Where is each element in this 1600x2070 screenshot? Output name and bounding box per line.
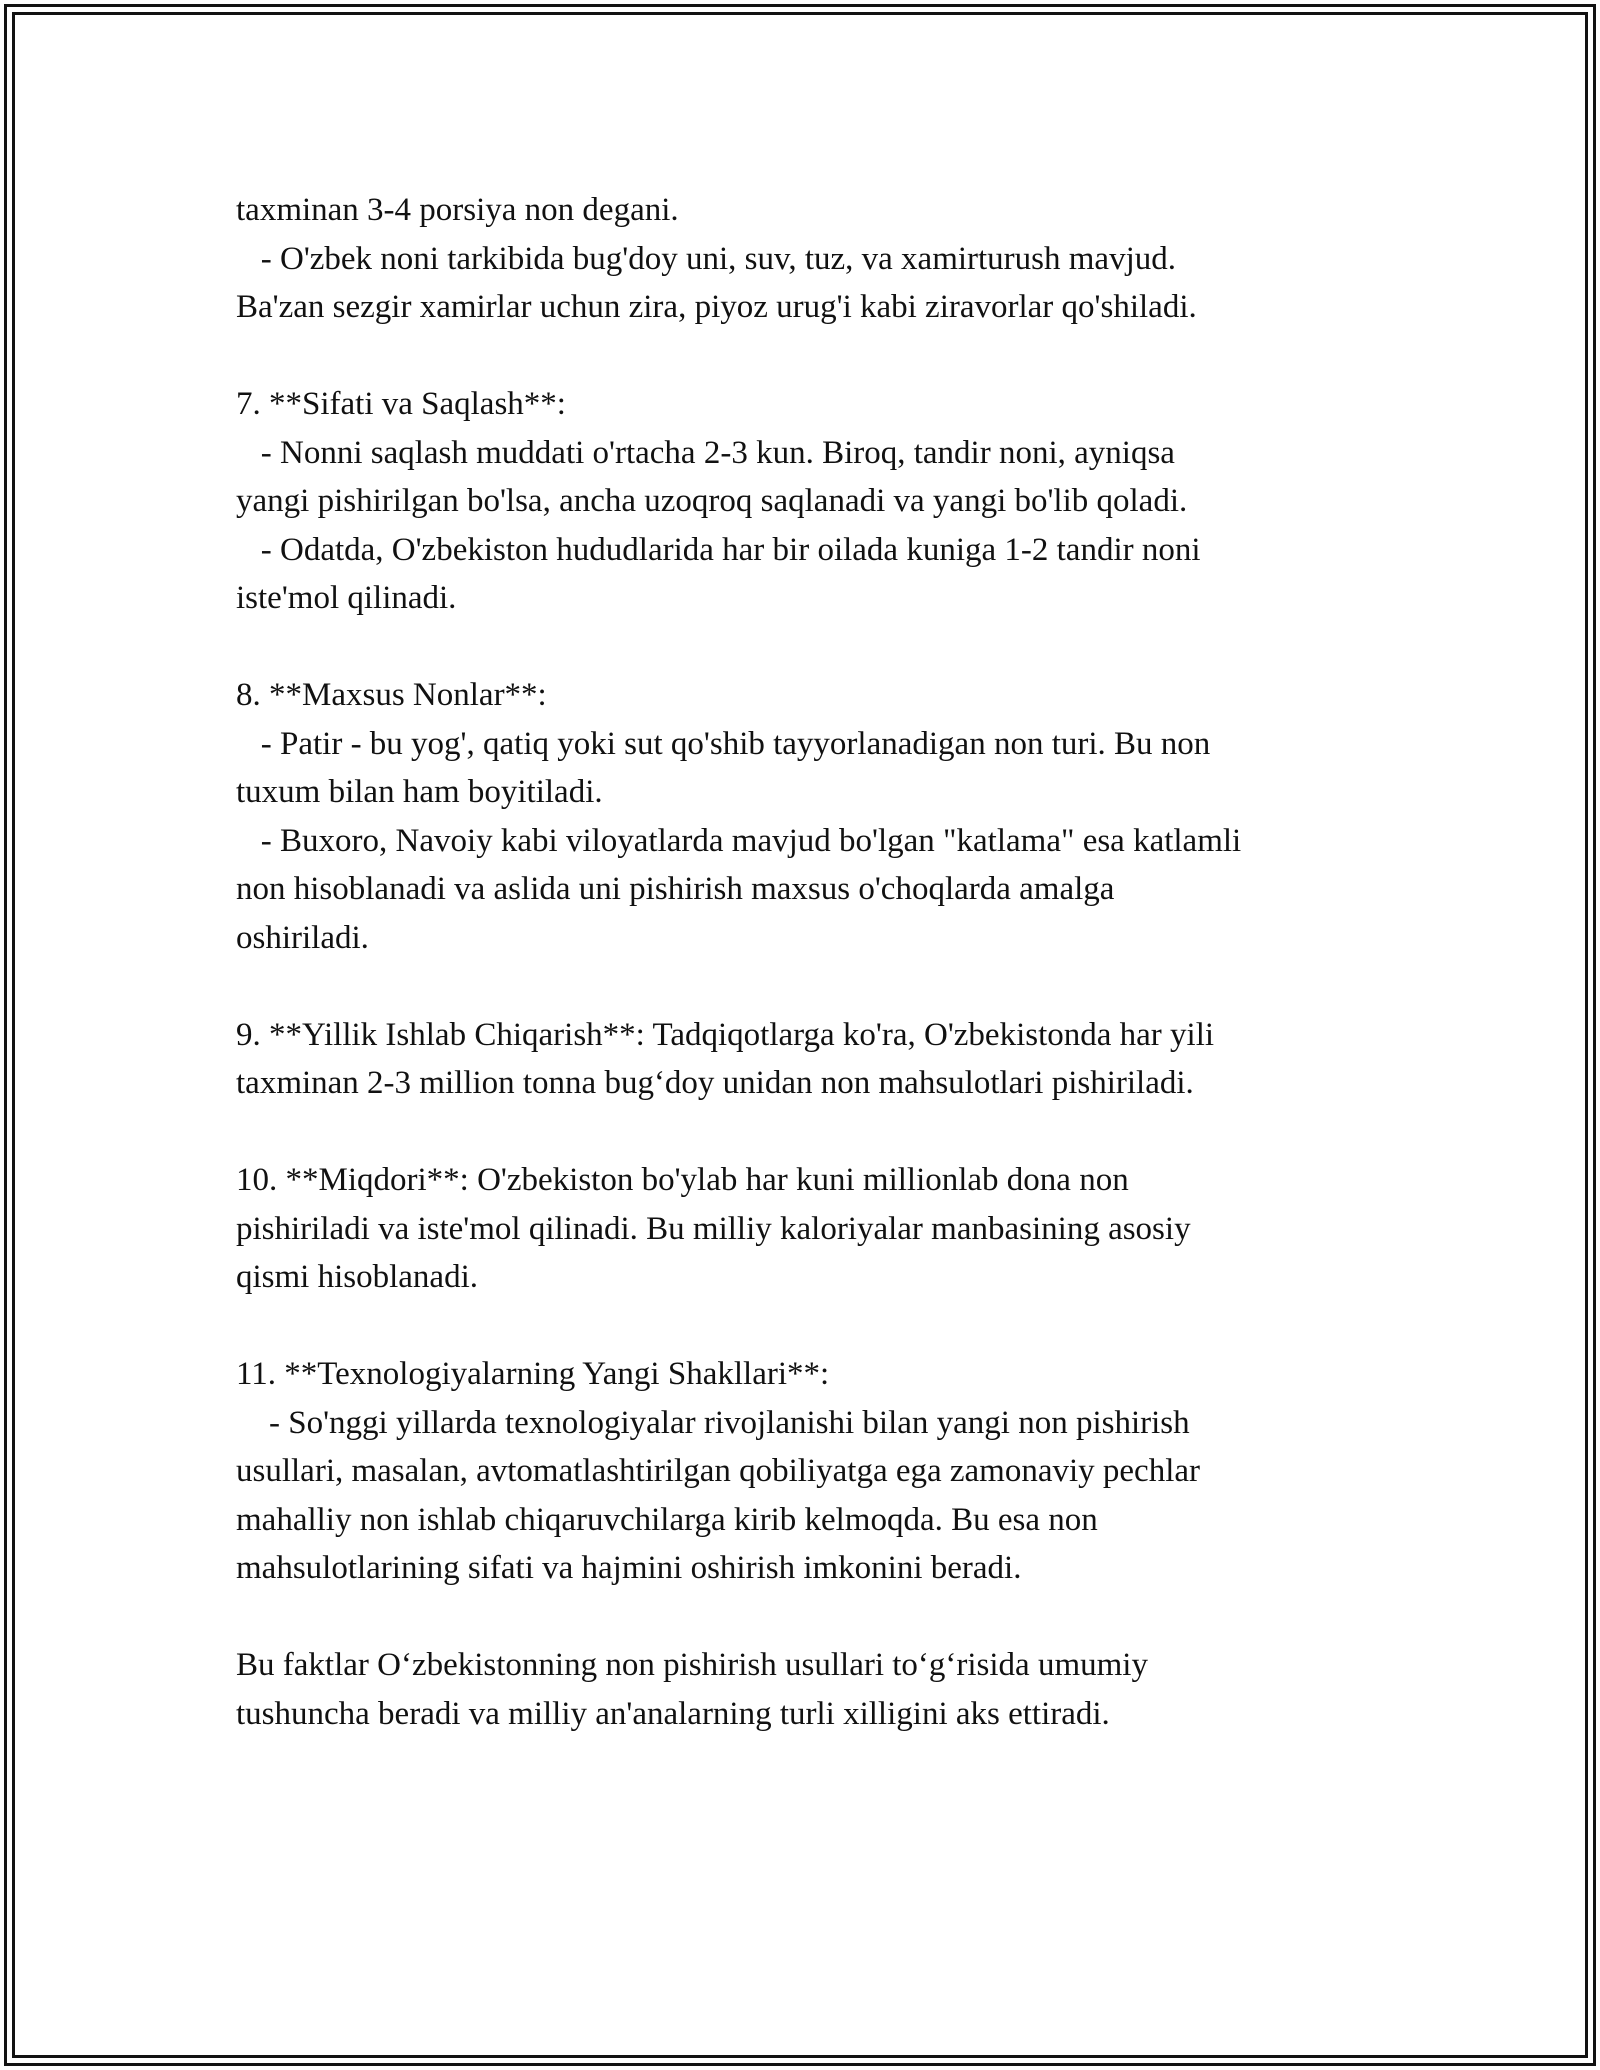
document-body: [236, 186, 1416, 1738]
blank-line: [236, 332, 1416, 381]
text-line: non hisoblanadi va aslida uni pishirish maxsus o'choqlarda amalga: [236, 871, 1115, 907]
text-line: - Odatda, O'zbekiston hududlarida har bir oilada kuniga 1-2 tandir noni: [236, 531, 1201, 568]
blank-line: [236, 1302, 1416, 1351]
blank-line: [236, 962, 1416, 1011]
blank-line: [236, 1108, 1416, 1157]
text-line: - O'zbek noni tarkibida bug'doy uni, suv, tuz, va xamirturush mavjud.: [236, 240, 1177, 277]
text-line: usullari, masalan, avtomatlashtirilgan qobiliyatga ega zamonaviy pechlar: [236, 1453, 1201, 1489]
section-heading: 9. **Yillik Ishlab Chiqarish**: Tadqiqotlarga ko'ra, O'zbekistonda har yili: [236, 1016, 1215, 1053]
text-line: taxminan 3-4 porsiya non degani.: [236, 192, 679, 228]
text-line: mahsulotlarining sifati va hajmini oshirish imkonini beradi.: [236, 1550, 1022, 1586]
text-line: qismi hisoblanadi.: [236, 1259, 478, 1295]
text-line: pishiriladi va iste'mol qilinadi. Bu milliy kaloriyalar manbasining asosiy: [236, 1210, 1191, 1247]
text-line: - Patir - bu yog', qatiq yoki sut qo'shib tayyorlanadigan non turi. Bu non: [236, 725, 1211, 762]
text-line: - So'nggi yillarda texnologiyalar rivojlanishi bilan yangi non pishirish: [236, 1404, 1190, 1441]
text-line: tuxum bilan ham boyitiladi.: [236, 774, 603, 810]
conclusion-text: tushuncha beradi va milliy an'analarning turli xilligini aks ettiradi.: [236, 1695, 1110, 1732]
blank-line: [236, 623, 1416, 672]
text-line: mahalliy non ishlab chiqaruvchilarga kirib kelmoqda. Bu esa non: [236, 1501, 1098, 1538]
text-line: - Buxoro, Navoiy kabi viloyatlarda mavjud bo'lgan "katlama" esa katlamli: [236, 822, 1242, 859]
section-heading: 7. **Sifati va Saqlash**:: [236, 386, 566, 422]
section-heading: 8. **Maxsus Nonlar**:: [236, 677, 547, 713]
text-line: taxminan 2-3 million tonna bug‘doy unidan non mahsulotlari pishiriladi.: [236, 1065, 1194, 1101]
conclusion-text: Bu faktlar O‘zbekistonning non pishirish usullari to‘g‘risida umumiy: [236, 1647, 1148, 1683]
section-heading: 11. **Texnologiyalarning Yangi Shakllari**:: [236, 1356, 830, 1392]
text-line: oshiriladi.: [236, 919, 369, 956]
text-line: - Nonni saqlash muddati o'rtacha 2-3 kun. Biroq, tandir noni, ayniqsa: [236, 434, 1175, 471]
blank-line: [236, 1593, 1416, 1642]
text-line: Ba'zan sezgir xamirlar uchun zira, piyoz urug'i kabi ziravorlar qo'shiladi.: [236, 289, 1197, 325]
text-line: iste'mol qilinadi.: [236, 580, 457, 616]
text-line: yangi pishirilgan bo'lsa, ancha uzoqroq saqlanadi va yangi bo'lib qoladi.: [236, 483, 1188, 519]
section-heading: 10. **Miqdori**: O'zbekiston bo'ylab har kuni millionlab dona non: [236, 1162, 1129, 1198]
